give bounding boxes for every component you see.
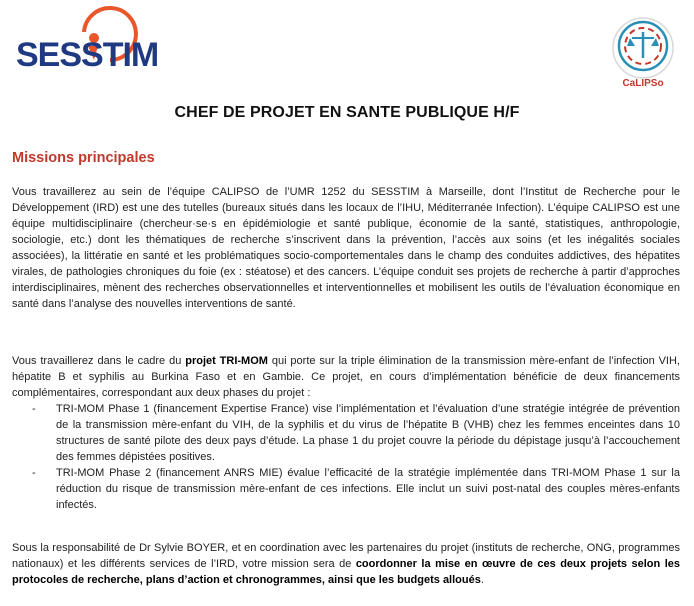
page-title: CHEF DE PROJET EN SANTE PUBLIQUE H/F [174,104,520,121]
calipso-logo [606,14,680,90]
sesstim-logo [14,20,159,80]
list-item: - TRI-MOM Phase 2 (financement ANRS MIE) évalue l’efficacité de la stratégie implémentée dans TRI-MOM Phase 1 sur la réduction du risque de transmission mère-enfant de ces infections. Elle inclut un suivi post-natal des couples mères-enfants infectés. [32,467,680,511]
project-paragraph-text: Vous travaillerez dans le cadre du projet TRI-MOM qui porte sur la triple élimination de la transmission mère-enfant de l’infection VIH, hépatite B et syphilis au Burkina Faso et en Gambie. Ce projet, en cours d’implémentation bénéficie de deux financements complémentaires, correspondant aux deux phases du projet : [12,355,680,399]
sesstim-logo-text: SESSTIM [16,36,159,74]
project-name-bold: projet TRI-MOM [185,355,268,367]
mission-bold: coordonner la mise en œuvre de ces deux projets selon les protocoles de recherche, plans d’action et chronogrammes, ainsi que les budgets alloués [12,558,681,586]
section-heading: Missions principales [12,150,155,166]
phase-list [12,401,680,513]
mission-paragraph: Sous la responsabilité de Dr Sylvie BOYER, et en coordination avec les partenaires du projet (instituts de recherche, ONG, programmes nationaux) et les différents services de l’IRD, votre mission sera de coordonner la mise en œuvre de ces deux projets selon les protocoles de recherche, plans d’action et chronogrammes, ainsi que les budgets alloués. [12,542,681,586]
intro-paragraph: Vous travaillerez au sein de l’équipe CALIPSO de l’UMR 1252 du SESSTIM à Marseille, dont l’Institut de Recherche pour le Développement (IRD) est une des tutelles (bureaux situés dans les locaux de l’IHU, Méditerranée Infection). L’équipe CALIPSO est une équipe multidisciplinaire (chercheur·se·s en épidémiologie et santé publique, économie de la santé, statistiques, anthropologie, sociologie, etc.) dont les thématiques de recherche s’inscrivent dans la prévention, l’accès aux soins (et les inégalités sociales associées), la littératie en santé et les problématiques socio-comportementales dans le champ des conduites addictives, des hépatites virales, de pathologies chroniques du foie (ex : stéatose) et des cancers. L’équipe conduit ses projets de recherche à partir d’approches interdisciplinaires, mènent des recherches observationnelles et interventionnelles et mobilisent les outils de l’évaluation économique en santé dans l’analyse des nouvelles interventions de santé. [12,186,680,310]
project-paragraph [12,353,680,513]
calipso-logo-text: CaLIPSo [622,78,664,89]
list-item: - TRI-MOM Phase 1 (financement Expertise France) vise l’implémentation et l’évaluation d’une stratégie intégrée de prévention de la transmission mère-enfant du VIH, de la syphilis et du virus de l’hépatite B (VHB) chez les femmes enceintes dans 10 structures de santé pilote des deux pays d’étude. La phase 1 du projet couvre la période du dépistage jusqu’à l’accouchement des femmes dépistées positives. [32,403,680,463]
